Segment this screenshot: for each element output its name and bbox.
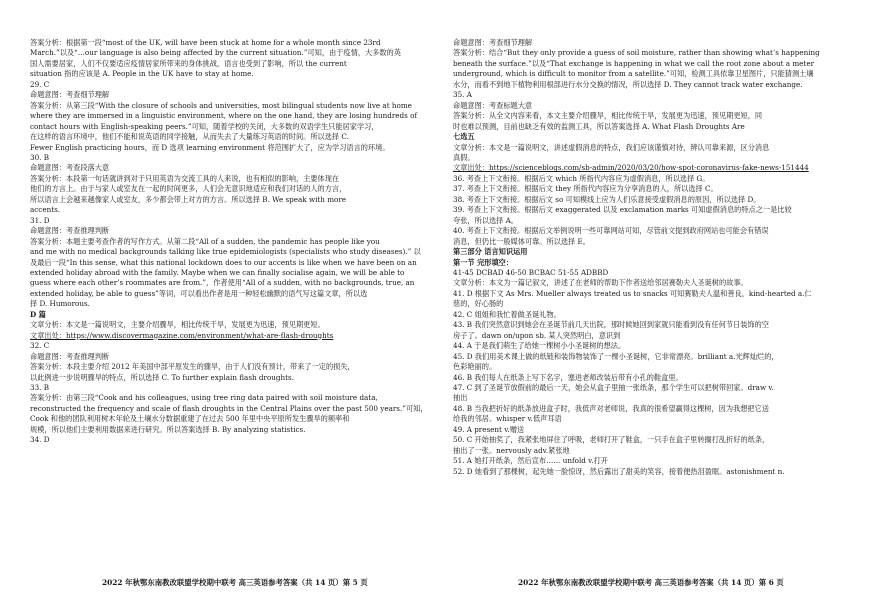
text-line: 国人需要居家，人们不仅要适应疫情居家所带来的身体挑战，语言也受到了影响，所以 the current [30, 58, 347, 68]
section-heading: 第一节 完形填空： [453, 257, 514, 267]
text-line: extended holiday abroad with the family. Maybe when we can finally socialise again, we will be able to [30, 267, 405, 277]
source-link-line[interactable]: 文章出处：https://scienceblogs.com/sb-admin/2020/03/20/how-spot-coronavirus-fake-news-151444 [453, 163, 809, 173]
text-line: 答案分析：本段主要介绍 2012 年美国中部平原发生的骤旱，由于人们没有预计，带来了一定的损失， [30, 362, 355, 372]
text-line: 37. 考查上下文衔接。根据后文 they 所指代内容应为分享消息的人，所以选择 C。 [453, 184, 718, 194]
text-line: 45. D 我们用美术课上做的纸链和装饰物装饰了一棵小圣诞树，它非常漂亮。brilliant a.光辉灿烂的， [453, 351, 779, 361]
section-heading: 七选五 [453, 132, 475, 142]
text-line: 33. B [30, 382, 49, 392]
text-line: 48. B 当我把折好的纸条放进盒子时，我低声对老师说，我真的很希望赢得这棵树，因为我想把它送 [453, 403, 769, 413]
text-line: beneath the surface.”以及“That exchange is happening in what we call the root zone about a meter [453, 58, 815, 68]
text-line: 50. C 开始抽奖了，我紧张地屏住了呼吸，老师打开了鞋盒，一只手在盒子里转搁打乱折好的纸条， [453, 435, 770, 445]
text-line: Fewer English practicing hours，而 D 选项 learning environment 将范围扩大了，应为学习语言的环境。 [30, 142, 390, 152]
text-line: 命题意图：考查细节理解 [453, 38, 533, 47]
text-line: 文章分析：本文为一篇记叙文，讲述了在老师的帮助下作者送给邻居赛勒夫人圣诞树的故事。 [453, 278, 748, 288]
text-line: 42. C 姐姐和我忙着做圣诞礼物。 [453, 309, 561, 319]
text-line: 答案分析：本段第一句话就讲到对于只用英语为交流工具的人来说，也有相似的影响，主要体现在 [30, 173, 340, 183]
text-line: 29. C [30, 79, 50, 89]
text-line: underground, which is difficult to monitor from a satellite.”可知，检测工具依靠卫星图片，只能猜测土壤 [453, 69, 814, 79]
text-line: 答案分析：结合“But they only provide a guess of soil moisture, rather than showing what’s happening [453, 48, 820, 58]
text-line: 39. 考查上下文衔接。根据后文 exaggerated 以及 exclamation marks 可知虚假消息的特点之一是比较 [453, 205, 792, 215]
text-line: 真假。 [453, 152, 475, 162]
text-line: extended holiday, be able to guess”等词，可以看出作者是用一种轻松幽默的语气写这篇文章，所以选 [30, 288, 368, 298]
source-link-line[interactable]: 文章出处：https://www.discovermagazine.com/environment/what-are-flash-droughts [30, 330, 334, 340]
text-line: March.”以及“…our language is also being affected by the current situation.”可知，由于疫情，大多数的英 [30, 48, 401, 58]
text-line: 31. D [30, 215, 50, 225]
text-line: 抽出 [453, 393, 468, 403]
text-line: Cook 和他的团队利用树木年轮及土壤水分数据重建了在过去 500 年里中央平原所发生骤旱的频率和 [30, 414, 350, 424]
text-line: 文章分析：本文是一篇说明文，主要介绍骤旱，相比传统干旱，发展更为迅速，预见期更短。 [30, 320, 325, 330]
text-line: 给我的邻居。whisper v.低声耳语 [453, 414, 562, 424]
text-line: and me with no medical backgrounds talking like true epidemiologists (specialists who study diseases).” 以 [30, 247, 421, 257]
text-line: 35. A [453, 90, 472, 100]
text-line: 命题意图：考查段落大意 [30, 163, 110, 173]
answer-page-right [453, 38, 864, 560]
text-line: 38. 考查上下文衔接。根据后文 so 可知模线上应为人们乐意接受虚假消息的原因，所以选择 D。 [453, 194, 761, 204]
text-line: 30. B [30, 152, 49, 162]
text-line: 答案分析：根据第一段“most of the UK, will have been stuck at home for a whole month since 23rd [30, 38, 381, 47]
text-line: 文章分析：本文是一篇说明文，讲述虚假消息的特点，我们应该谨慎对待，辨认可靠来源，区分消息 [453, 142, 770, 152]
text-line: 答案分析：从全文内容来看，本文主要介绍骤旱，相比传统干旱，发展更为迅速，预见期更短，同 [453, 111, 763, 121]
text-line: 时也难以预测，目前也缺乏有效的监测工具，所以答案选择 A. What Flash Droughts Are [453, 121, 745, 131]
text-line: 51. A 她打开纸条，然后宣布…… unfold v.打开 [453, 456, 609, 466]
text-line: 46. B 我们每人在纸条上写下名字，塞进老师改装后带有小孔的鞋盒里。 [453, 372, 683, 382]
text-line: 49. A present v.赠送 [453, 424, 525, 434]
text-line: 他们的方言上。由于与家人或室友在一起的时间更多，人们会无意识地适应和我们对话的人的方言， [30, 184, 347, 194]
text-line: 择 D. Humorous. [30, 299, 90, 309]
text-line: situation 指的应该是 A. People in the UK have to stay at home. [30, 69, 254, 79]
text-line: guess where each other’s roommates are from.”，作者使用“All of a sudden, with no backgrounds, true, an [30, 278, 415, 288]
text-line: where they are immersed in a linguistic environment, where on the one hand, they are losing hundreds of [30, 111, 418, 121]
text-line: 32. C [30, 341, 50, 351]
text-line: 以此例进一步说明骤旱的特点，所以选择 C. To further explain flash droughts. [30, 372, 295, 382]
text-line: 色彩艳丽的。 [453, 362, 497, 372]
text-line: 消息，但仍比一般媒体可靠。所以选择 E。 [453, 236, 590, 246]
text-line: 命题意图：考查细节理解 [30, 90, 110, 100]
text-line: 34. D [30, 435, 50, 445]
text-line: 规模，所以他们主要利用数据来进行研究。所以答案选择 B. By analyzing statistics. [30, 424, 306, 434]
text-line: 命题意图：考查推理判断 [30, 226, 110, 236]
text-line: 命题意图：考查推理判断 [30, 351, 110, 361]
text-line: contact hours with English-speaking peers.”可知，随着学校的关闭，大多数的双语学生只能居家学习， [30, 121, 379, 131]
text-line: 答案分析：由第三段“Cook and his colleagues, using tree ring data paired with soil moisture data, [30, 393, 378, 403]
text-line: 房子了。dawn on/upon sb. 某人突然明白，意识到 [453, 330, 621, 340]
text-line: 在这样的语言环境中，他们不能和说英语的同学接触，从而失去了大量练习英语的时间。所以选择 C. [30, 132, 349, 142]
text-line: 夸张，所以选择 A。 [453, 215, 518, 225]
page-footer-left: 2022 年秋鄂东南教改联盟学校期中联考 高三英语参考答案（共 14 页）第 5 页 [102, 578, 368, 587]
section-heading: D 篇 [30, 309, 46, 319]
text-line: 所以语言上会越来越像家人或室友，多少都会带上对方的方言。所以选择 B. We speak with more [30, 194, 347, 204]
text-line: 43. B 我们突然意识到她会在圣诞节前几天出院，那时候她回到家就只能看到没有任何节日装饰的空 [453, 320, 769, 330]
text-line: 抽出了一张。nervously adv.紧张地 [453, 445, 570, 455]
page-footer-right: 2022 年秋鄂东南教改联盟学校期中联考 高三英语参考答案（共 14 页）第 6 页 [518, 578, 784, 587]
answer-page-left [30, 38, 441, 560]
text-line: accents. [30, 205, 61, 215]
text-line: 52. D 她看到了那棵树，起先她一脸惊讶，然后露出了甜美的笑容，接着便热泪盈眶。astonishment n. [453, 466, 785, 476]
text-line: 41-45 DCBAD 46-50 BCBAC 51-55 ADBBD [453, 267, 609, 277]
text-line: 40. 考查上下文衔接。根据后文举例说明一些可靠网站可知，尽管前文提到政府网站也可能会有错误 [453, 226, 769, 236]
text-line: 答案分析：从第三段“With the closure of schools and universities, most bilingual students now live at home [30, 100, 412, 110]
text-line: 命题意图：考查标题大意 [453, 100, 533, 110]
text-line: 36. 考查上下文衔接。根据后文 which 所指代内容应为虚假消息，所以选择 G。 [453, 173, 710, 183]
text-line: reconstructed the frequency and scale of flash droughts in the Central Plains over the past 500 years.”可知， [30, 403, 428, 413]
text-line: 及最后一段“In this sense, what this national lockdown does to our accents is like when we have been on an [30, 257, 417, 267]
text-line: 答案分析：本题主要考查作者的写作方式。从第二段“All of a sudden, the pandemic has people like you [30, 236, 380, 246]
text-line: 41. D 根据下文 As Mrs. Mueller always treated us to snacks 可知赛勒夫人温和善良，kind-hearted a.仁 [453, 288, 812, 298]
text-line: 44. A 于是我们萌生了给她一棵树小小圣诞树的想法。 [453, 341, 626, 351]
section-heading: 第三部分 语言知识运用 [453, 247, 528, 257]
text-line: 水分，而看不到地下植物利用根部进行水分交换的情况，所以选择 D. They cannot track water exchange. [453, 79, 803, 89]
text-line: 慈的，好心肠的 [453, 299, 504, 309]
text-line: 47. C 到了圣诞节放假前的最后一天，她会从盒子里抽一张纸条，那个学生可以把树带回家。draw v. [453, 382, 774, 392]
